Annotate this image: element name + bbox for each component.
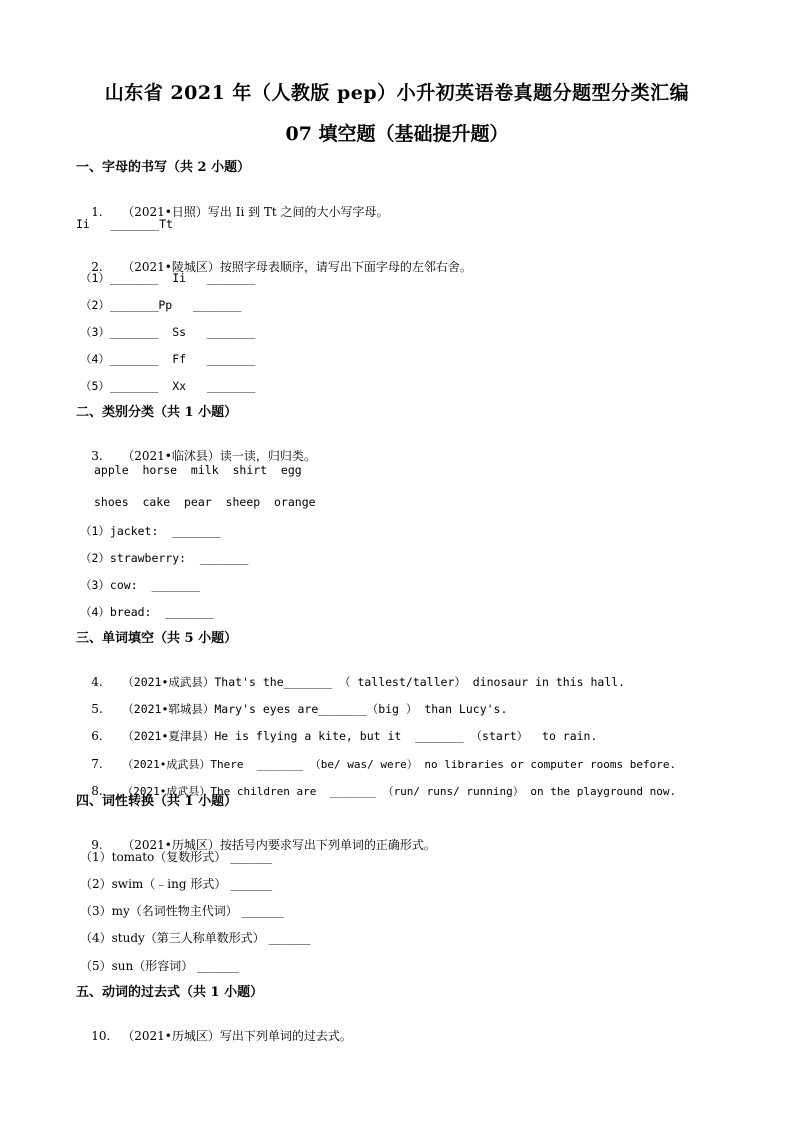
question-text: （2021•临沭县）读一读，归归类。 (122, 449, 316, 463)
question-text: （2021•成武县）There _______ （be/ was/ were） no libraries or computer rooms before. (122, 758, 677, 771)
q3-item-4: （4）bread: _______ (80, 605, 214, 619)
question-10 (76, 1012, 352, 1060)
question-number: 6. (91, 729, 103, 743)
question-text: （2021•成武县）That's the_______ （ tallest/taller） dinosaur in this hall. (122, 675, 626, 689)
question-text: （2021•郓城县）Mary's eyes are_______（big ） than Lucy's. (122, 702, 508, 716)
document-title: 山东省 2021 年（人教版 pep）小升初英语卷真题分题型分类汇编 (104, 82, 690, 104)
q3-word-list-2: shoes cake pear sheep orange (94, 495, 316, 509)
question-text: （2021•陵城区）按照字母表顺序，请写出下面字母的左邻右舍。 (122, 260, 472, 274)
question-number: 8. (91, 784, 103, 798)
q3-word-list-1: apple horse milk shirt egg (94, 463, 302, 477)
question-number: 4. (91, 675, 103, 689)
question-number: 1. (91, 205, 103, 219)
section-heading-3: 三、单词填空（共 5 小题） (76, 631, 238, 646)
q2-item-3: （3）_______ Ss _______ (80, 325, 256, 339)
q9-item-4: （4）study（第三人称单数形式） _______ (80, 931, 311, 945)
question-text: （2021•夏津县）He is flying a kite, but it _______ （start） to rain. (122, 729, 598, 743)
q9-item-2: （2）swim（﹣ing 形式） _______ (80, 877, 273, 891)
q2-item-2: （2）_______Pp _______ (80, 298, 242, 312)
q2-item-4: （4）_______ Ff _______ (80, 352, 256, 366)
question-text: （2021•日照）写出 Ii 到 Tt 之间的大小写字母。 (122, 205, 389, 219)
q2-item-5: （5）_______ Xx _______ (80, 379, 256, 393)
question-text: （2021•历城区）按括号内要求写出下列单词的正确形式。 (122, 838, 436, 852)
section-heading-4: 四、词性转换（共 1 小题） (76, 794, 238, 809)
document-subtitle: 07 填空题（基础提升题） (285, 123, 509, 145)
q9-item-1: （1）tomato（复数形式） _______ (80, 850, 273, 864)
question-number: 9. (91, 838, 103, 852)
q9-item-5: （5）sun（形容词） _______ (80, 959, 240, 973)
question-number: 5. (91, 702, 103, 716)
q9-item-3: （3）my（名词性物主代词） _______ (80, 904, 284, 918)
question-text: （2021•成武县）The children are _______ （run/ runs/ running） on the playground now. (122, 785, 677, 798)
section-heading-5: 五、动词的过去式（共 1 小题） (76, 985, 264, 1000)
q2-item-1: （1）_______ Ii _______ (80, 271, 256, 285)
q1-answer-line: Ii _______Tt (76, 217, 173, 231)
section-heading-1: 一、字母的书写（共 2 小题） (76, 160, 251, 175)
question-number: 10. (91, 1029, 111, 1043)
q3-item-2: （2）strawberry: _______ (80, 551, 249, 565)
question-number: 7. (91, 757, 103, 771)
section-heading-2: 二、类别分类（共 1 小题） (76, 405, 238, 420)
q3-item-3: （3）cow: _______ (80, 578, 200, 592)
question-text: （2021•历城区）写出下列单词的过去式。 (122, 1029, 352, 1043)
question-number: 2. (91, 260, 103, 274)
question-number: 3. (91, 449, 103, 463)
q3-item-1: （1）jacket: _______ (80, 524, 221, 538)
